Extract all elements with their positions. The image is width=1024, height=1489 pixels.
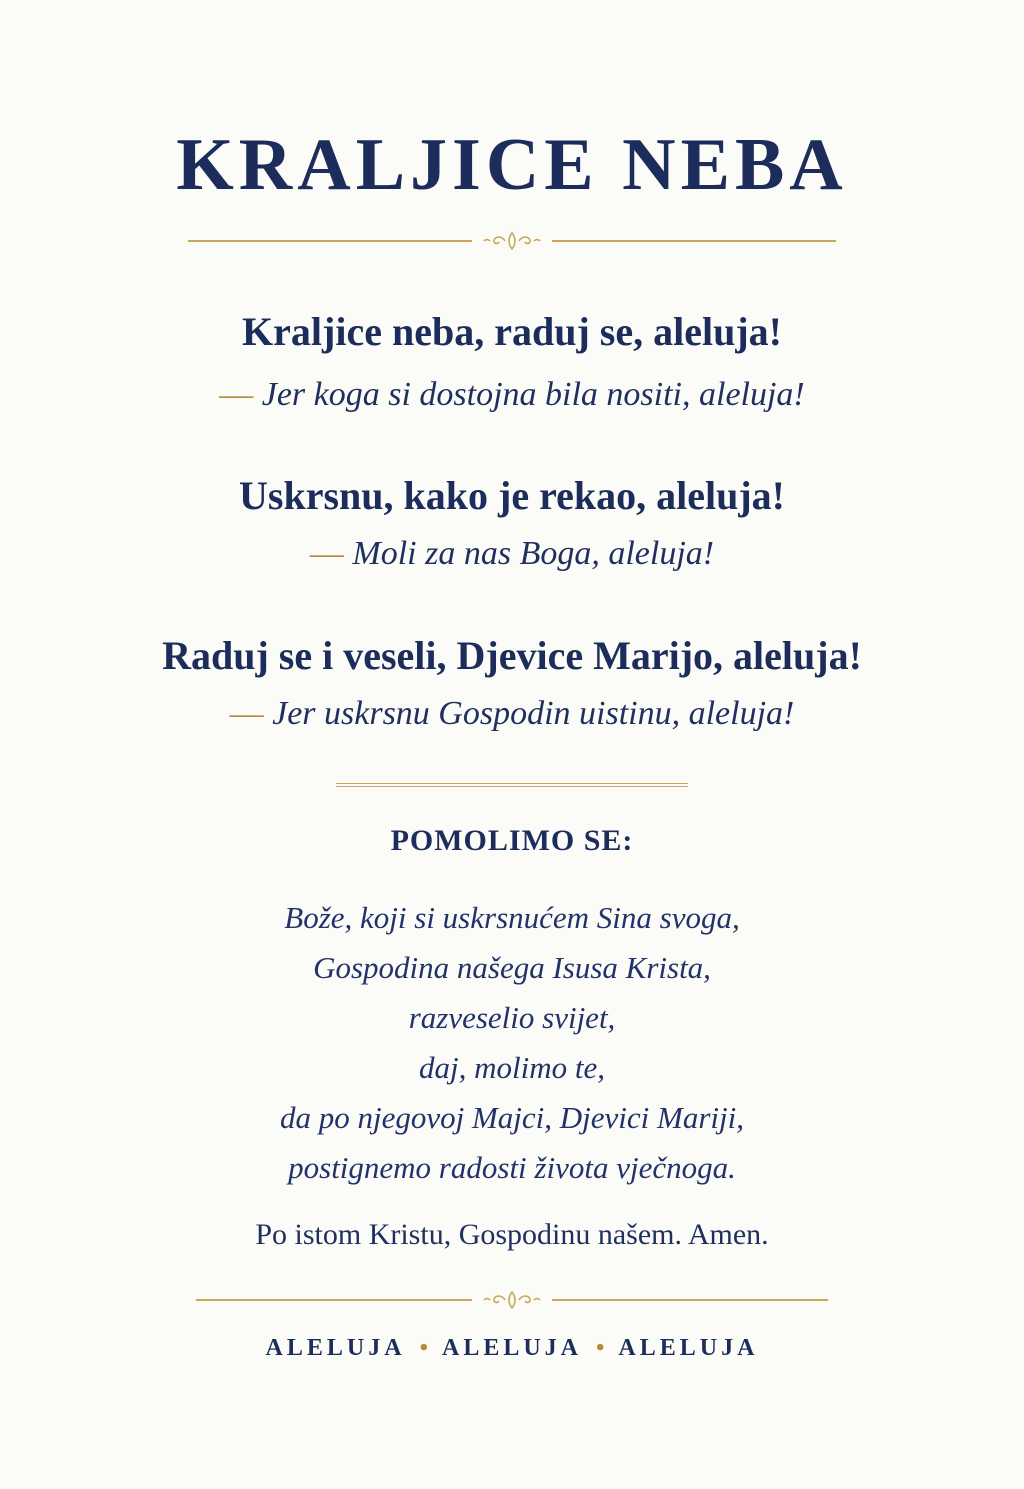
divider-line-right <box>552 1299 828 1301</box>
prayer-line: daj, molimo te, <box>419 1050 605 1085</box>
response-text: Jer koga si dostojna bila nositi, aleluja! <box>261 376 805 413</box>
verse-3: Raduj se i veseli, Djevice Marijo, aleluja! <box>162 633 862 678</box>
response-text: Jer uskrsnu Gospodin uistinu, aleluja! <box>272 695 795 732</box>
prayer-line: postignemo radosti života vječnoga. <box>288 1150 736 1185</box>
footer-separator: • <box>596 1335 605 1361</box>
divider-line-left <box>196 1299 472 1301</box>
response-text: Moli za nas Boga, aleluja! <box>352 535 715 572</box>
footer-word: ALELUJA <box>265 1335 406 1361</box>
double-rule-divider <box>336 783 688 787</box>
response-dash: — <box>309 535 344 572</box>
footer-word: ALELUJA <box>618 1335 759 1361</box>
scroll-ornament-icon <box>472 1290 552 1310</box>
ornamental-divider-top <box>188 231 836 251</box>
prayer-text <box>0 893 1024 1193</box>
scroll-ornament-icon <box>472 231 552 251</box>
footer-aleluja <box>0 1336 1024 1360</box>
verse-2: Uskrsnu, kako je rekao, aleluja! <box>239 473 785 518</box>
response-2 <box>0 537 1024 571</box>
response-3 <box>0 697 1024 731</box>
prayer-line: Gospodina našega Isusa Krista, <box>313 950 711 985</box>
ornamental-divider-bottom <box>196 1290 828 1310</box>
response-1 <box>0 378 1024 412</box>
footer-separator: • <box>419 1335 428 1361</box>
divider-line-right <box>552 240 836 242</box>
prayer-line: razveselio svijet, <box>408 1000 616 1035</box>
response-dash: — <box>219 376 254 413</box>
prayer-closing: Po istom Kristu, Gospodinu našem. Amen. <box>255 1218 769 1251</box>
prayer-line: da po njegovoj Majci, Djevici Mariji, <box>279 1100 745 1135</box>
verse-1: Kraljice neba, raduj se, aleluja! <box>242 309 782 354</box>
prayer-line: Bože, koji si uskrsnućem Sina svoga, <box>284 900 740 935</box>
footer-word: ALELUJA <box>441 1335 583 1361</box>
divider-line-left <box>188 240 472 242</box>
prayer-heading: POMOLIMO SE: <box>390 824 634 857</box>
page-title: KRALJICE NEBA <box>176 124 848 206</box>
response-dash: — <box>229 695 264 732</box>
